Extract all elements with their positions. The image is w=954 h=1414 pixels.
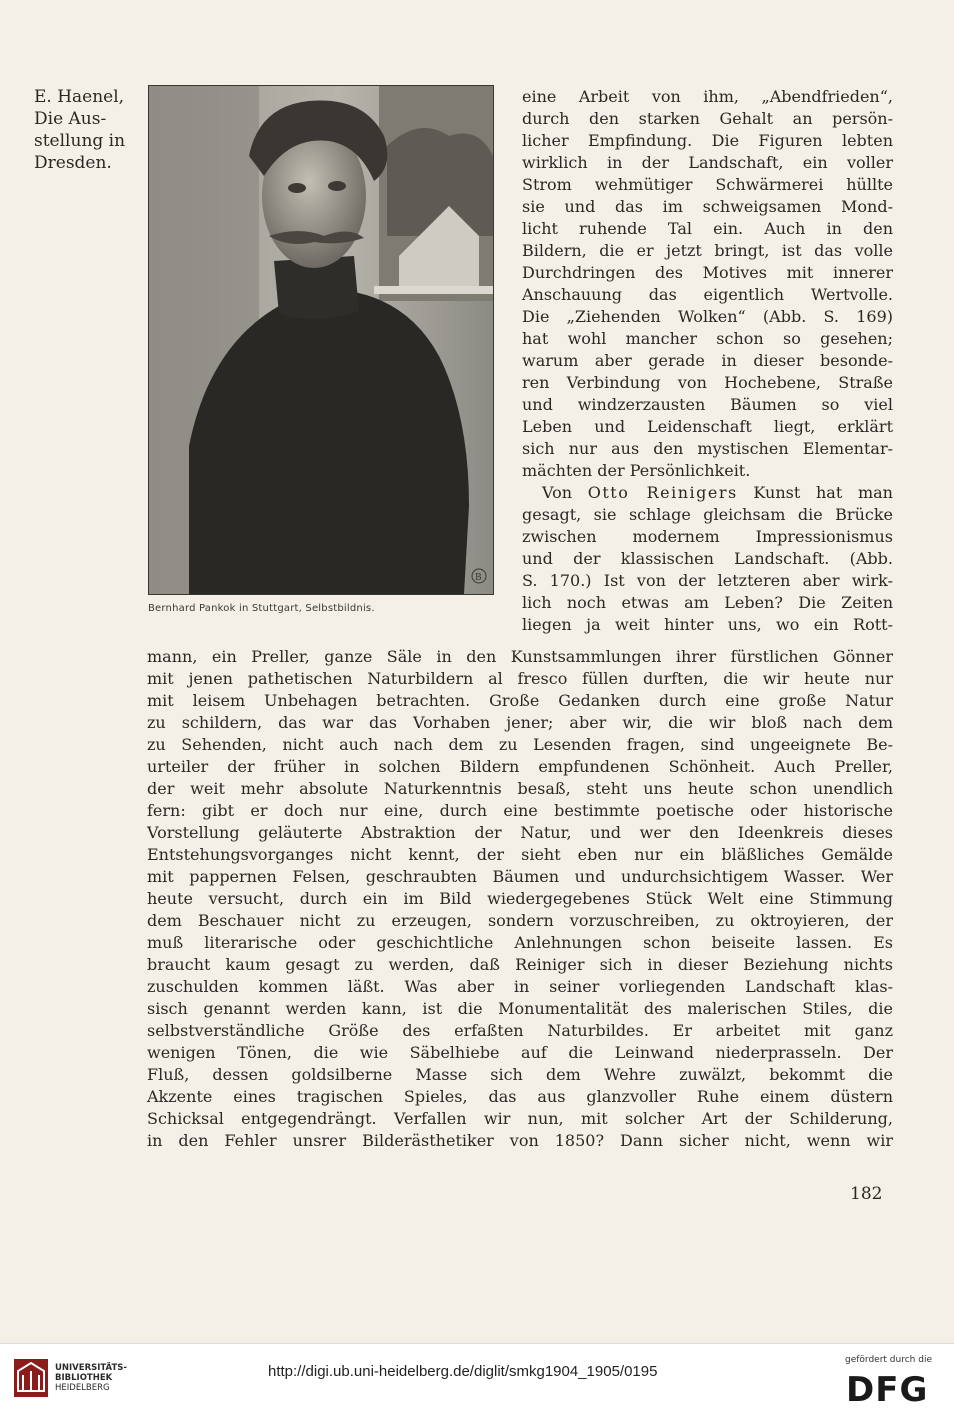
text-line: ren Verbindung von Hochebene, Straße [522,373,893,392]
margin-note-line: Die Aus- [34,109,107,129]
text-line: dem Beschauer nicht zu erzeugen, sondern vorzuschreiben, zu oktroyieren, der [147,911,893,930]
footer-bar [0,1343,954,1414]
text-line: S. 170.) Ist von der letzteren aber wirk- [522,571,893,590]
text-line: mit pappernen Felsen, geschraubten Bäumen und undurchsichtigem Wasser. Wer [147,867,893,886]
text-line: mächten der Persönlichkeit. [522,461,751,480]
text-line: muß literarische oder geschichtliche Anlehnungen schon beiseite lassen. Es [147,933,893,952]
text-line: der weit mehr absolute Naturkenntnis besaß, steht uns heute schon unendlich [147,779,893,798]
text-line: Durchdringen des Motives mit innerer [522,263,893,282]
text-line: lich noch etwas am Leben? Die Zeiten [522,593,893,612]
text-line: fern: gibt er doch nur eine, durch eine bestimmte poetische oder historische [147,801,893,820]
text-line: zwischen modernem Impressionismus [522,527,893,546]
text-line: warum aber gerade in dieser besonde- [522,351,893,370]
text-line: braucht kaum gesagt zu werden, daß Reiniger sich in dieser Beziehung nichts [147,955,893,974]
text-line: sich nur aus den mystischen Elementar- [522,439,893,458]
text-line: zu Sehenden, nicht auch nach dem zu Lesenden fragen, sind ungeeignete Be- [147,735,893,754]
figure-caption: Bernhard Pankok in Stuttgart, Selbstbildnis. [148,603,375,614]
text-line: gesagt, sie schlage gleichsam die Brücke [522,505,893,524]
text-line: und windzerzausten Bäumen so viel [522,395,893,414]
text-line: wirklich in der Landschaft, ein voller [522,153,893,172]
page-number: 182 [850,1184,883,1204]
library-name-line: BIBLIOTHEK [55,1373,113,1383]
text-line: zu schildern, das war das Vorhaben jener; aber wir, die wir bloß nach dem [147,713,893,732]
text-line: sisch genannt werden kann, ist die Monumentalität des malerischen Stiles, die [147,999,893,1018]
text-line: heute versucht, durch ein im Bild wiedergegebenes Stück Welt eine Stimmung [147,889,893,908]
text-line: durch den starken Gehalt an persön- [522,109,893,128]
text-line: in den Fehler unsrer Bilderästhetiker von 1850? Dann sicher nicht, wenn wir [147,1131,893,1150]
text-fragment: Kunst hat man [753,483,893,502]
margin-note-line: Dresden. [34,153,112,173]
text-line: mann, ein Preller, ganze Säle in den Kunstsammlungen ihrer fürstlichen Gönner [147,647,893,666]
text-line: Akzente eines tragischen Spieles, das aus glanzvoller Ruhe einem düstern [147,1087,893,1106]
text-line [522,482,893,504]
text-line: Leben und Leidenschaft liegt, erklärt [522,417,893,436]
text-line: urteiler der früher in solchen Bildern empfundenen Schönheit. Auch Preller, [147,757,893,776]
text-line: licht ruhende Tal ein. Auch in den [522,219,893,238]
portrait-sill [374,286,493,294]
document-url-link[interactable]: http://digi.ub.uni-heidelberg.de/diglit/smkg1904_1905/0195 [268,1363,658,1380]
text-line: mit jenen pathetischen Naturbildern al fresco füllen durften, die wir heute nur [147,669,893,688]
text-line: Vorstellung geläuterte Abstraktion der Natur, und wer den Ideenkreis dieses [147,823,893,842]
library-name-line: HEIDELBERG [55,1383,110,1393]
university-library-logo-icon[interactable] [14,1359,48,1397]
text-line: Die „Ziehenden Wolken“ (Abb. S. 169) [522,307,893,326]
text-line: Schicksal entgegendrängt. Verfallen wir nun, mit solcher Art der Schilderung, [147,1109,893,1128]
text-fragment: Von [542,483,573,502]
right-column-text [522,86,893,636]
margin-note-line: stellung in [34,131,126,151]
portrait-drawing [149,86,493,594]
text-line: hat wohl mancher schon so gesehen; [522,329,893,348]
portrait-eye-right [328,181,346,191]
funding-label: gefördert durch die [845,1355,932,1365]
text-line: selbstverständliche Größe des erfaßten Naturbildes. Er arbeitet mit ganz [147,1021,893,1040]
text-line: und der klassischen Landschaft. (Abb. [522,549,893,568]
margin-note [34,86,134,174]
portrait-eye-left [288,183,306,193]
portrait-monogram: B [475,573,482,583]
text-line: Entstehungsvorganges nicht kennt, der sieht eben nur ein bläßliches Gemälde [147,845,893,864]
text-line: Fluß, dessen goldsilberne Masse sich dem Wehre zuwälzt, bekommt die [147,1065,893,1084]
dfg-logo[interactable]: DFG [846,1370,929,1410]
text-line: wenigen Tönen, die wie Säbelhiebe auf die Leinwand niederprasseln. Der [147,1043,893,1062]
text-line: eine Arbeit von ihm, „Abendfrieden“, [522,87,893,106]
margin-note-line: E. Haenel, [34,87,125,107]
text-line: sie und das im schweigsamen Mond- [522,197,893,216]
text-line: mit leisem Unbehagen betrachten. Große Gedanken durch eine große Natur [147,691,893,710]
text-line: Strom wehmütiger Schwärmerei hüllte [522,175,893,194]
library-name-line: UNIVERSITÄTS- [55,1363,127,1373]
portrait-illustration [148,85,494,595]
text-line: zuschulden kommen läßt. Was aber in seiner vorliegenden Landschaft klas- [147,977,893,996]
full-width-text [147,646,893,1152]
artist-name: Otto Reinigers [587,483,738,502]
text-line: Bildern, die er jetzt bringt, ist das volle [522,241,893,260]
library-name[interactable] [55,1363,127,1393]
text-line: Anschauung das eigentlich Wertvolle. [522,285,893,304]
text-line: licher Empfindung. Die Figuren lebten [522,131,893,150]
text-line: liegen ja weit hinter uns, wo ein Rott- [522,615,893,634]
